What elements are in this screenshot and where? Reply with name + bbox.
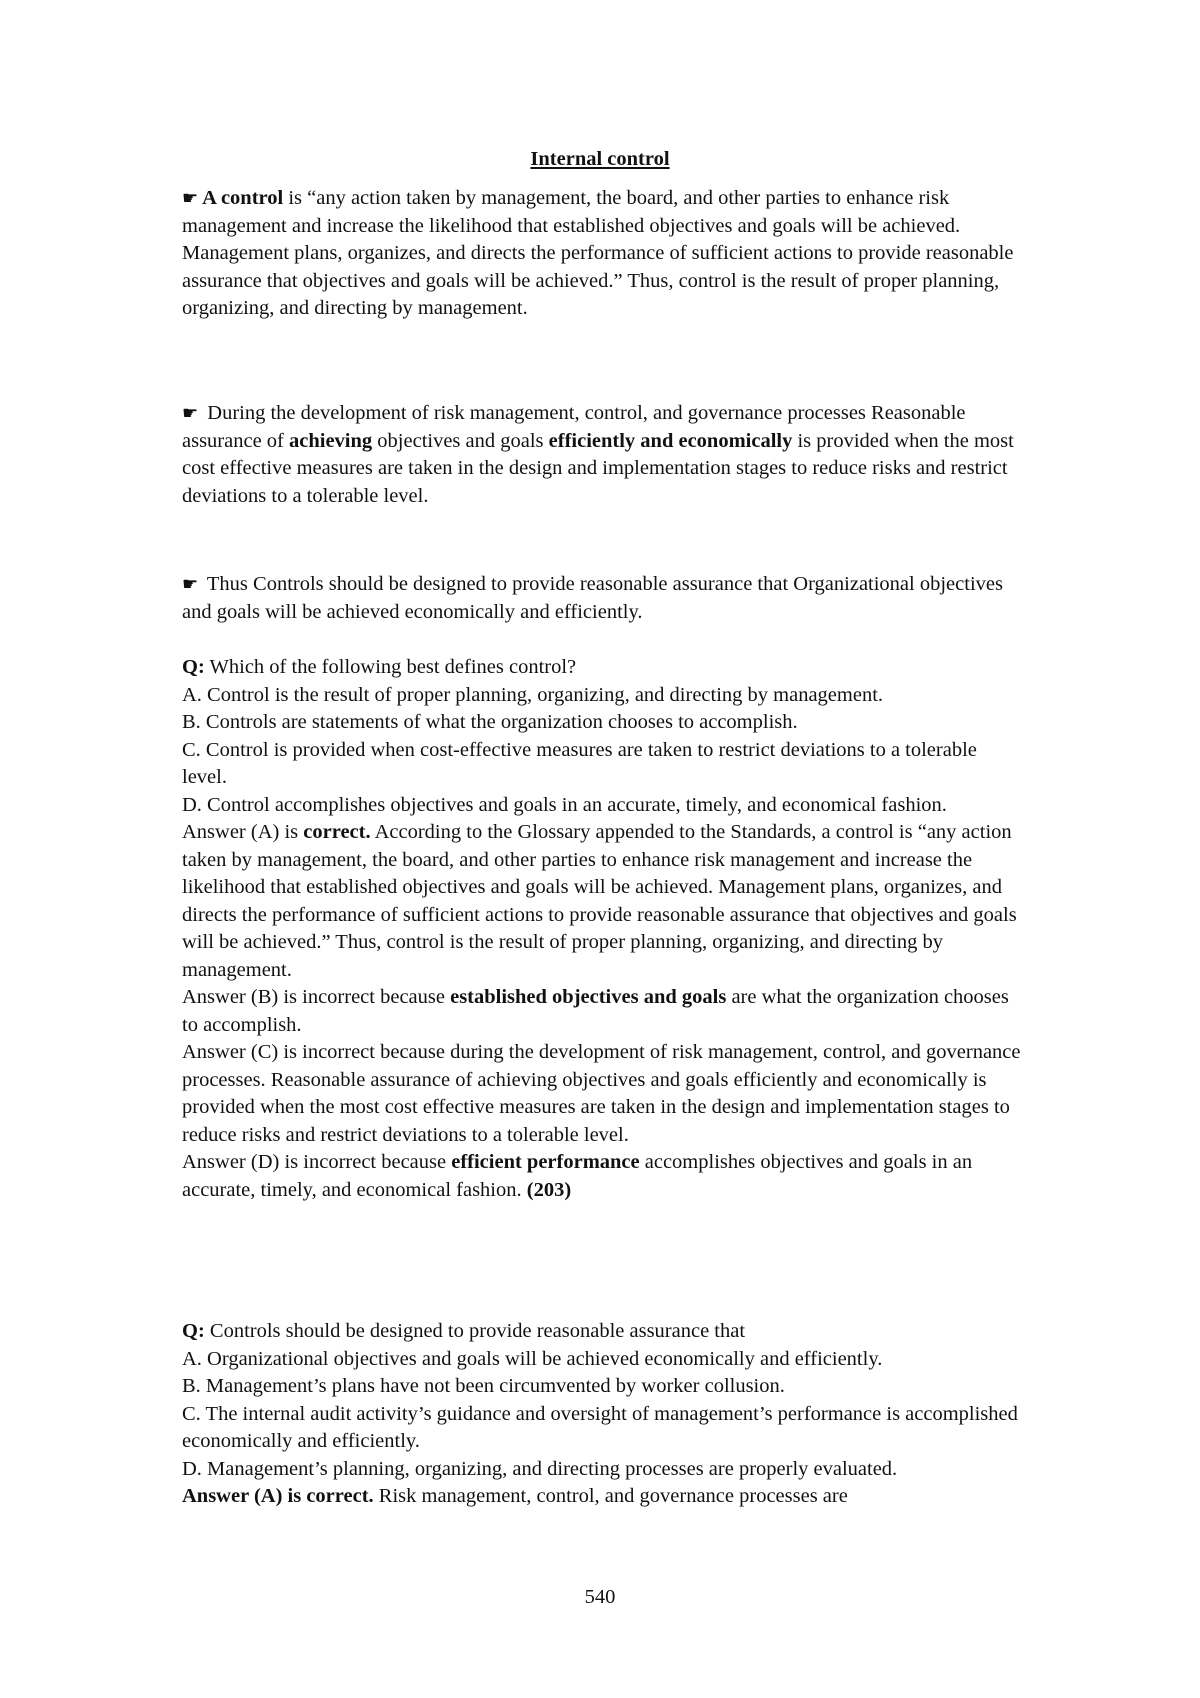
page-title: Internal control <box>530 148 670 170</box>
answer-a-explanation: Answer (A) is correct. According to the Glossary appended to the Standards, a control is “any action taken by management, the board, and other parties to enhance risk management and increase the likelihood that established objectives and goals will be achieved. Management plans, organizes, and directs the performance of sufficient actions to provide reasonable assurance that objectives and goals will be achieved.” Thus, control is the result of proper planning, organizing, and directing by management. <box>182 821 1017 981</box>
answer-a-explanation: Answer (A) is correct. Risk management, control, and governance processes are <box>182 1485 848 1507</box>
question-text: Controls should be designed to provide reasonable assurance that <box>204 1320 746 1342</box>
development-paragraph: ☛ During the development of risk management, control, and governance processes Reasonable assurance of achieving objectives and goals efficiently and economically is provided when the most cost effective measures are taken in the design and implementation stages to reduce risks and restrict deviations to a tolerable level. <box>182 402 1014 507</box>
question-2 <box>182 1318 1022 1511</box>
pointing-hand-icon: ☛ <box>182 403 199 423</box>
question-label: Q: <box>182 656 205 678</box>
page-reference: (203) <box>526 1178 572 1201</box>
option-b: B. Management’s plans have not been circumvented by worker collusion. <box>182 1375 785 1397</box>
question-1 <box>182 654 1022 1204</box>
option-c: C. The internal audit activity’s guidance and oversight of management’s performance is accomplished economically and efficiently. <box>182 1402 1018 1452</box>
control-definition-paragraph <box>182 185 1022 323</box>
pointing-hand-icon: ☛ <box>182 574 199 594</box>
question-text: Which of the following best defines control? <box>204 656 577 678</box>
option-c: C. Control is provided when cost-effective measures are taken to restrict deviations to a tolerable level. <box>182 738 977 788</box>
page-number: 540 <box>584 1586 616 1608</box>
thus-controls-paragraph <box>182 571 1022 626</box>
option-d: D. Management’s planning, organizing, and directing processes are properly evaluated. <box>182 1457 898 1480</box>
thus-controls-text: Thus Controls should be designed to provide reasonable assurance that Organizational objectives and goals will be achieved economically and efficiently. <box>182 573 1003 623</box>
answer-d-explanation: Answer (D) is incorrect because efficient performance accomplishes objectives and goals in an accurate, timely, and economical fashion. (203) <box>182 1151 973 1201</box>
option-d: D. Control accomplishes objectives and goals in an accurate, timely, and economical fashion. <box>182 793 947 816</box>
pointing-hand-icon: ☛ <box>182 188 199 208</box>
answer-c-explanation: Answer (C) is incorrect because during the development of risk management, control, and governance processes. Reasonable assurance of achieving objectives and goals efficiently and economically is provided when the most cost effective measures are taken in the design and implementation stages to reduce risks and restrict deviations to a tolerable level. <box>182 1041 1021 1146</box>
option-a: A. Control is the result of proper planning, organizing, and directing by management. <box>182 683 884 706</box>
option-b: B. Controls are statements of what the organization chooses to accomplish. <box>182 711 798 733</box>
option-a: A. Organizational objectives and goals will be achieved economically and efficiently. <box>182 1347 883 1370</box>
answer-b-explanation: Answer (B) is incorrect because established objectives and goals are what the organization chooses to accomplish. <box>182 986 1009 1036</box>
question-label: Q: <box>182 1320 205 1342</box>
definition-term: A control <box>202 187 284 209</box>
definition-text: is “any action taken by management, the board, and other parties to enhance risk management and increase the likelihood that established objectives and goals will be achieved. Management plans, organizes, and directs the performance of sufficient actions to provide reasonable assurance that objectives and goals will be achieved.” Thus, control is the result of proper planning, organizing, and directing by management. <box>182 187 1014 319</box>
